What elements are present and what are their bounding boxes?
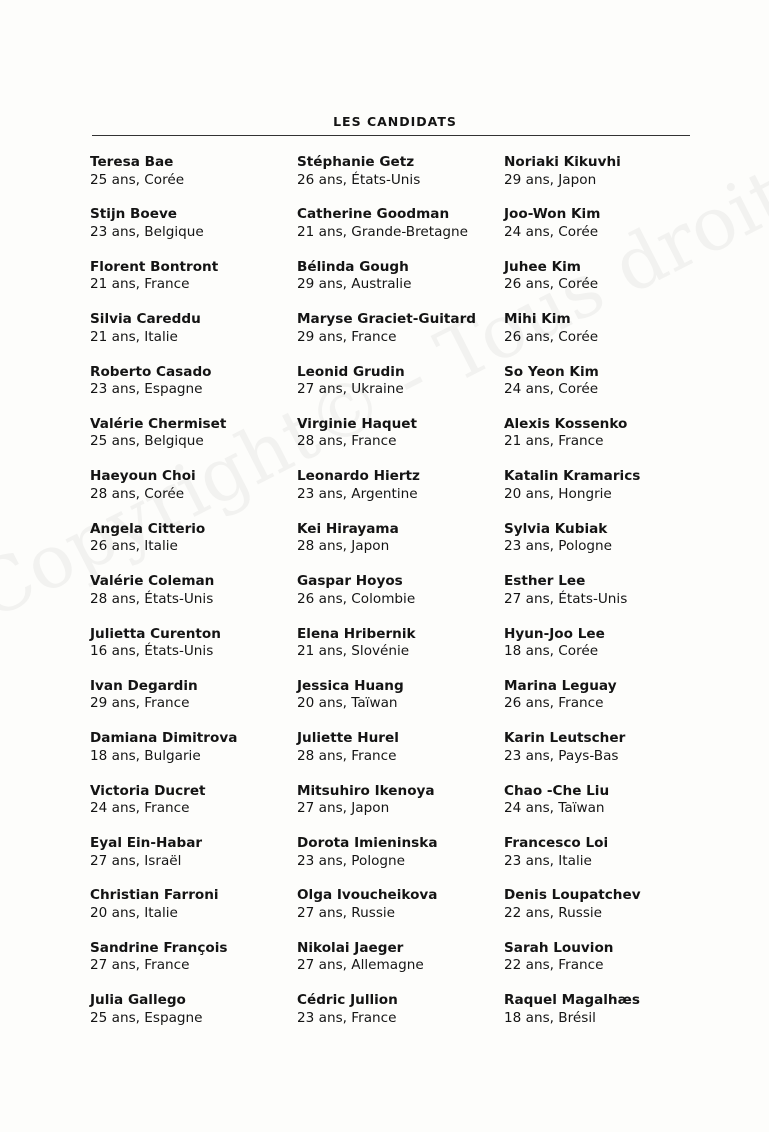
candidate-name: Virginie Haquet (297, 415, 418, 432)
candidate-name: Dorota Imieninska (297, 835, 438, 852)
candidate-age-country: 29 ans, France (297, 328, 397, 345)
candidate-age-country: 29 ans, Japon (504, 171, 597, 188)
candidate-name: Victoria Ducret (90, 782, 206, 799)
candidate-age-country: 16 ans, États-Unis (90, 643, 214, 660)
candidate-age-country: 23 ans, Pologne (297, 852, 406, 869)
candidate-entry (297, 364, 497, 416)
candidate-entry (504, 678, 704, 730)
candidate-name: Julietta Curenton (90, 625, 221, 642)
candidate-name: Angela Citterio (90, 520, 206, 537)
candidate-entry (297, 311, 497, 363)
candidate-entry (90, 835, 290, 887)
candidate-name: Eyal Ein-Habar (90, 835, 203, 852)
candidate-age-country: 27 ans, Israël (90, 852, 182, 869)
candidate-entry (504, 416, 704, 468)
candidate-entry (297, 573, 497, 625)
candidate-name: Juliette Hurel (297, 730, 399, 747)
candidate-name: Catherine Goodman (297, 206, 450, 223)
candidate-name: Leonardo Hiertz (297, 468, 420, 485)
candidate-name: So Yeon Kim (504, 363, 599, 380)
candidate-entry (297, 468, 497, 520)
candidate-name: Francesco Loi (504, 835, 609, 852)
candidate-name: Bélinda Gough (297, 258, 409, 275)
candidate-name: Juhee Kim (504, 258, 581, 275)
candidate-entry (504, 835, 704, 887)
candidate-age-country: 28 ans, Japon (297, 538, 390, 555)
candidate-age-country: 20 ans, Taïwan (297, 695, 398, 712)
candidate-name: Raquel Magalhæs (504, 992, 640, 1009)
candidate-entry (297, 259, 497, 311)
candidate-entry (504, 783, 704, 835)
candidate-name: Maryse Graciet-Guitard (297, 311, 477, 328)
candidate-entry (297, 730, 497, 782)
candidate-age-country: 27 ans, Japon (297, 800, 390, 817)
candidate-entry (504, 259, 704, 311)
candidate-name: Mitsuhiro Ikenoya (297, 782, 435, 799)
candidate-entry (297, 206, 497, 258)
candidate-name: Stijn Boeve (90, 206, 178, 223)
candidate-entry (90, 364, 290, 416)
candidate-name: Silvia Careddu (90, 311, 201, 328)
candidate-entry (297, 992, 497, 1044)
candidate-age-country: 18 ans, Bulgarie (90, 747, 201, 764)
candidate-name: Leonid Grudin (297, 363, 405, 380)
candidate-name: Sarah Louvion (504, 939, 614, 956)
candidate-age-country: 24 ans, Corée (504, 223, 599, 240)
candidate-name: Chao -Che Liu (504, 782, 610, 799)
candidate-entry (504, 468, 704, 520)
candidate-name: Julia Gallego (90, 992, 186, 1009)
candidate-entry (297, 783, 497, 835)
candidate-entry (90, 992, 290, 1044)
candidate-name: Sylvia Kubiak (504, 520, 608, 537)
candidate-age-country: 28 ans, France (297, 747, 397, 764)
candidates-column-2 (297, 154, 497, 1045)
candidate-age-country: 26 ans, Corée (504, 328, 599, 345)
candidate-entry (504, 364, 704, 416)
candidate-age-country: 22 ans, France (504, 957, 604, 974)
candidate-entry (504, 887, 704, 939)
candidate-age-country: 29 ans, Australie (297, 276, 412, 293)
candidate-name: Cédric Jullion (297, 992, 398, 1009)
candidate-entry (504, 573, 704, 625)
candidate-age-country: 25 ans, Belgique (90, 433, 204, 450)
candidate-name: Haeyoun Choi (90, 468, 196, 485)
candidate-entry (297, 887, 497, 939)
candidate-name: Roberto Casado (90, 363, 212, 380)
candidate-entry (90, 783, 290, 835)
candidate-entry (297, 416, 497, 468)
candidate-name: Teresa Bae (90, 154, 174, 170)
candidate-age-country: 26 ans, Colombie (297, 590, 416, 607)
candidate-age-country: 24 ans, Taïwan (504, 800, 605, 817)
candidate-entry (297, 678, 497, 730)
page-title: LES CANDIDATS (333, 114, 457, 129)
candidate-entry (504, 992, 704, 1044)
candidate-age-country: 26 ans, Corée (504, 276, 599, 293)
candidate-name: Ivan Degardin (90, 677, 198, 694)
candidate-age-country: 24 ans, Corée (504, 381, 599, 398)
candidate-age-country: 27 ans, Ukraine (297, 381, 404, 398)
candidate-name: Joo-Won Kim (504, 206, 601, 223)
candidate-entry (504, 940, 704, 992)
candidate-age-country: 29 ans, France (90, 695, 190, 712)
candidate-age-country: 25 ans, Corée (90, 171, 185, 188)
candidate-age-country: 27 ans, Russie (297, 904, 396, 921)
candidate-age-country: 23 ans, France (297, 1009, 397, 1026)
candidate-entry (90, 940, 290, 992)
candidate-entry (504, 730, 704, 782)
candidate-entry (90, 259, 290, 311)
candidate-entry (504, 311, 704, 363)
candidate-name: Stéphanie Getz (297, 154, 415, 170)
candidate-entry (297, 626, 497, 678)
candidate-name: Valérie Coleman (90, 573, 215, 590)
candidate-age-country: 21 ans, Grande-Bretagne (297, 223, 469, 240)
candidate-entry (90, 678, 290, 730)
candidate-name: Karin Leutscher (504, 730, 626, 747)
candidate-age-country: 23 ans, Pologne (504, 538, 613, 555)
candidate-entry (297, 154, 497, 206)
candidate-age-country: 23 ans, Pays-Bas (504, 747, 619, 764)
candidate-age-country: 28 ans, Corée (90, 485, 185, 502)
candidate-name: Noriaki Kikuvhi (504, 154, 621, 170)
candidate-name: Katalin Kramarics (504, 468, 641, 485)
candidate-age-country: 22 ans, Russie (504, 904, 603, 921)
candidate-name: Marina Leguay (504, 677, 617, 694)
candidate-age-country: 23 ans, Argentine (297, 485, 418, 502)
candidate-entry (90, 468, 290, 520)
candidate-age-country: 26 ans, États-Unis (297, 171, 421, 188)
candidate-age-country: 28 ans, France (297, 433, 397, 450)
candidate-age-country: 21 ans, France (90, 276, 190, 293)
candidates-column-3 (504, 154, 704, 1045)
candidate-name: Alexis Kossenko (504, 415, 628, 432)
title-divider (92, 135, 690, 136)
candidate-name: Jessica Huang (297, 677, 404, 694)
candidate-age-country: 20 ans, Italie (90, 904, 178, 921)
candidate-entry (90, 311, 290, 363)
candidate-age-country: 21 ans, Italie (90, 328, 178, 345)
candidates-column-1 (90, 154, 290, 1045)
candidate-entry (504, 154, 704, 206)
candidate-age-country: 25 ans, Espagne (90, 1009, 203, 1026)
candidate-name: Florent Bontront (90, 258, 219, 275)
candidate-age-country: 23 ans, Belgique (90, 223, 204, 240)
candidate-age-country: 18 ans, Brésil (504, 1009, 596, 1026)
candidate-name: Sandrine François (90, 939, 228, 956)
candidate-entry (504, 521, 704, 573)
candidate-age-country: 28 ans, États-Unis (90, 590, 214, 607)
candidate-age-country: 27 ans, Allemagne (297, 957, 424, 974)
candidate-entry (90, 154, 290, 206)
candidate-age-country: 23 ans, Italie (504, 852, 592, 869)
candidate-entry (90, 521, 290, 573)
candidate-age-country: 24 ans, France (90, 800, 190, 817)
candidate-entry (504, 626, 704, 678)
candidate-entry (504, 206, 704, 258)
candidate-name: Hyun-Joo Lee (504, 625, 605, 642)
candidate-age-country: 23 ans, Espagne (90, 381, 203, 398)
candidate-age-country: 20 ans, Hongrie (504, 485, 612, 502)
candidate-name: Valérie Chermiset (90, 415, 227, 432)
candidate-age-country: 18 ans, Corée (504, 643, 599, 660)
candidate-name: Olga Ivoucheikova (297, 887, 438, 904)
candidate-name: Damiana Dimitrova (90, 730, 238, 747)
candidate-age-country: 27 ans, États-Unis (504, 590, 628, 607)
candidate-entry (90, 416, 290, 468)
candidate-age-country: 26 ans, France (504, 695, 604, 712)
candidate-name: Denis Loupatchev (504, 887, 641, 904)
candidate-name: Christian Farroni (90, 887, 219, 904)
candidate-age-country: 21 ans, Slovénie (297, 643, 410, 660)
candidate-name: Nikolai Jaeger (297, 939, 404, 956)
candidate-age-country: 26 ans, Italie (90, 538, 178, 555)
candidate-entry (90, 887, 290, 939)
candidate-entry (90, 626, 290, 678)
candidate-entry (297, 835, 497, 887)
candidate-entry (90, 730, 290, 782)
candidate-name: Elena Hribernik (297, 625, 416, 642)
candidate-entry (90, 206, 290, 258)
candidate-age-country: 27 ans, France (90, 957, 190, 974)
candidate-name: Esther Lee (504, 573, 586, 590)
candidate-name: Gaspar Hoyos (297, 573, 403, 590)
candidate-age-country: 21 ans, France (504, 433, 604, 450)
candidate-name: Mihi Kim (504, 311, 571, 328)
candidate-entry (90, 573, 290, 625)
candidate-entry (297, 521, 497, 573)
candidate-entry (297, 940, 497, 992)
candidate-name: Kei Hirayama (297, 520, 399, 537)
